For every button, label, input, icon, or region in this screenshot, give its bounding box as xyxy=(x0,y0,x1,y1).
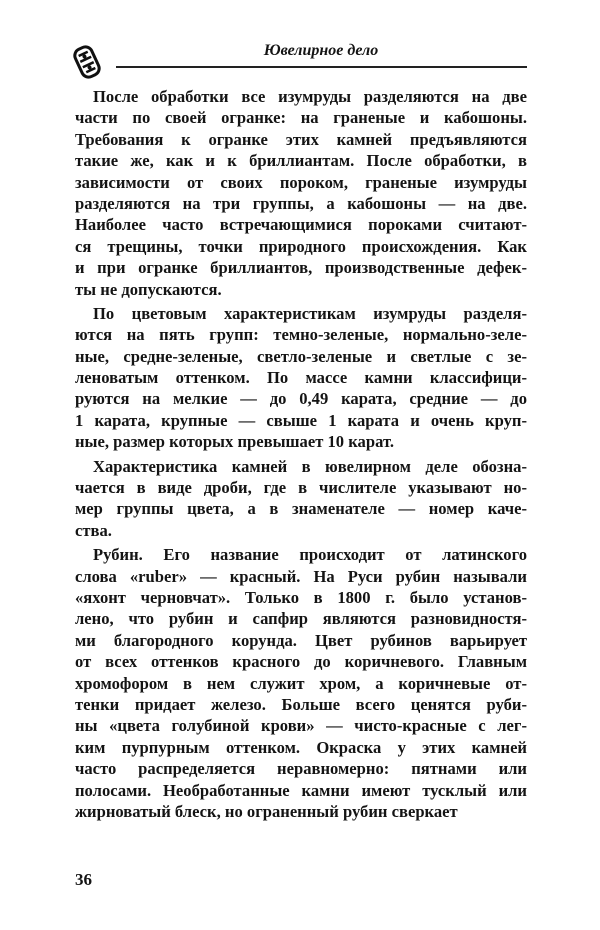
page-body-text xyxy=(75,86,527,825)
paragraph xyxy=(75,544,527,822)
text-line: ся трещины, точки природного происхождения. Как xyxy=(75,236,527,256)
text-line: ные, средне-зеленые, светло-зеленые и светлые с зе- xyxy=(75,346,527,366)
text-line: слова «ruber» — красный. На Руси рубин называли xyxy=(75,566,527,586)
text-line: зависимости от своих пороком, граненые изумруды xyxy=(75,172,527,192)
text-line: ты не допускаются. xyxy=(75,279,222,299)
text-line: Характеристика камней в ювелирном деле обозна- xyxy=(93,456,527,476)
text-line: руются на мелкие — до 0,49 карата, средние — до xyxy=(75,389,527,409)
text-line: лено, что рубин и сапфир являются разновидностя- xyxy=(75,609,527,629)
header-rule xyxy=(116,66,527,68)
text-line: полосами. Необработанные камни имеют тусклый или xyxy=(75,780,527,800)
text-line: ким пурпурным оттенком. Окраска у этих камней xyxy=(75,737,527,757)
text-line: ются на пять групп: темно-зеленые, нормально-зеле- xyxy=(75,325,527,345)
text-line: По цветовым характеристикам изумруды разделя- xyxy=(93,303,527,323)
text-line: После обработки все изумруды разделяются на две xyxy=(93,87,527,106)
text-line: леноватым оттенком. По массе камни классифици- xyxy=(75,368,527,388)
text-line: ные, размер которых превышает 10 карат. xyxy=(75,432,394,452)
text-line: часто распределяется неравномерно: пятнами или xyxy=(75,759,527,779)
text-line: мер группы цвета, а в знаменателе — номер каче- xyxy=(75,499,527,519)
text-line: тенки придает железо. Больше всего ценятся руби- xyxy=(75,694,527,714)
text-line: ны «цвета голубиной крови» — чисто-красные с лег- xyxy=(75,716,527,736)
paragraph xyxy=(75,303,527,453)
text-line: разделяются на три группы, а кабошоны — на две. xyxy=(75,193,527,213)
text-line: Наиболее часто встречающимися пороками считают- xyxy=(75,215,527,235)
text-line: 1 карата, крупные — свыше 1 карата и очень круп- xyxy=(75,410,527,430)
paragraph xyxy=(75,456,527,542)
page-number: 36 xyxy=(75,870,92,889)
book-logo-icon xyxy=(72,44,102,80)
running-header-title: Ювелирное дело xyxy=(263,42,379,59)
text-line: Рубин. Его название происходит от латинского xyxy=(93,545,527,565)
text-line: ства. xyxy=(75,520,112,540)
text-line: чается в виде дроби, где в числителе указывают но- xyxy=(75,478,527,498)
text-line: ми благородного корунда. Цвет рубинов варьирует xyxy=(75,630,527,650)
text-line: и при огранке бриллиантов, производственные дефек- xyxy=(75,258,527,278)
text-line: такие же, как и к бриллиантам. После обработки, в xyxy=(75,151,527,171)
text-line: «яхонт черновчат». Только в 1800 г. было установ- xyxy=(75,587,527,607)
paragraph xyxy=(75,86,527,300)
text-line: жирноватый блеск, но ограненный рубин сверкает xyxy=(75,801,458,821)
text-line: части по своей огранке: на граненые и кабошоны. xyxy=(75,108,527,128)
text-line: от всех оттенков красного до коричневого. Главным xyxy=(75,652,527,672)
text-line: Требования к огранке этих камней предъявляются xyxy=(75,129,527,149)
text-line: хромофором в нем служит хром, а коричневые от- xyxy=(75,673,527,693)
